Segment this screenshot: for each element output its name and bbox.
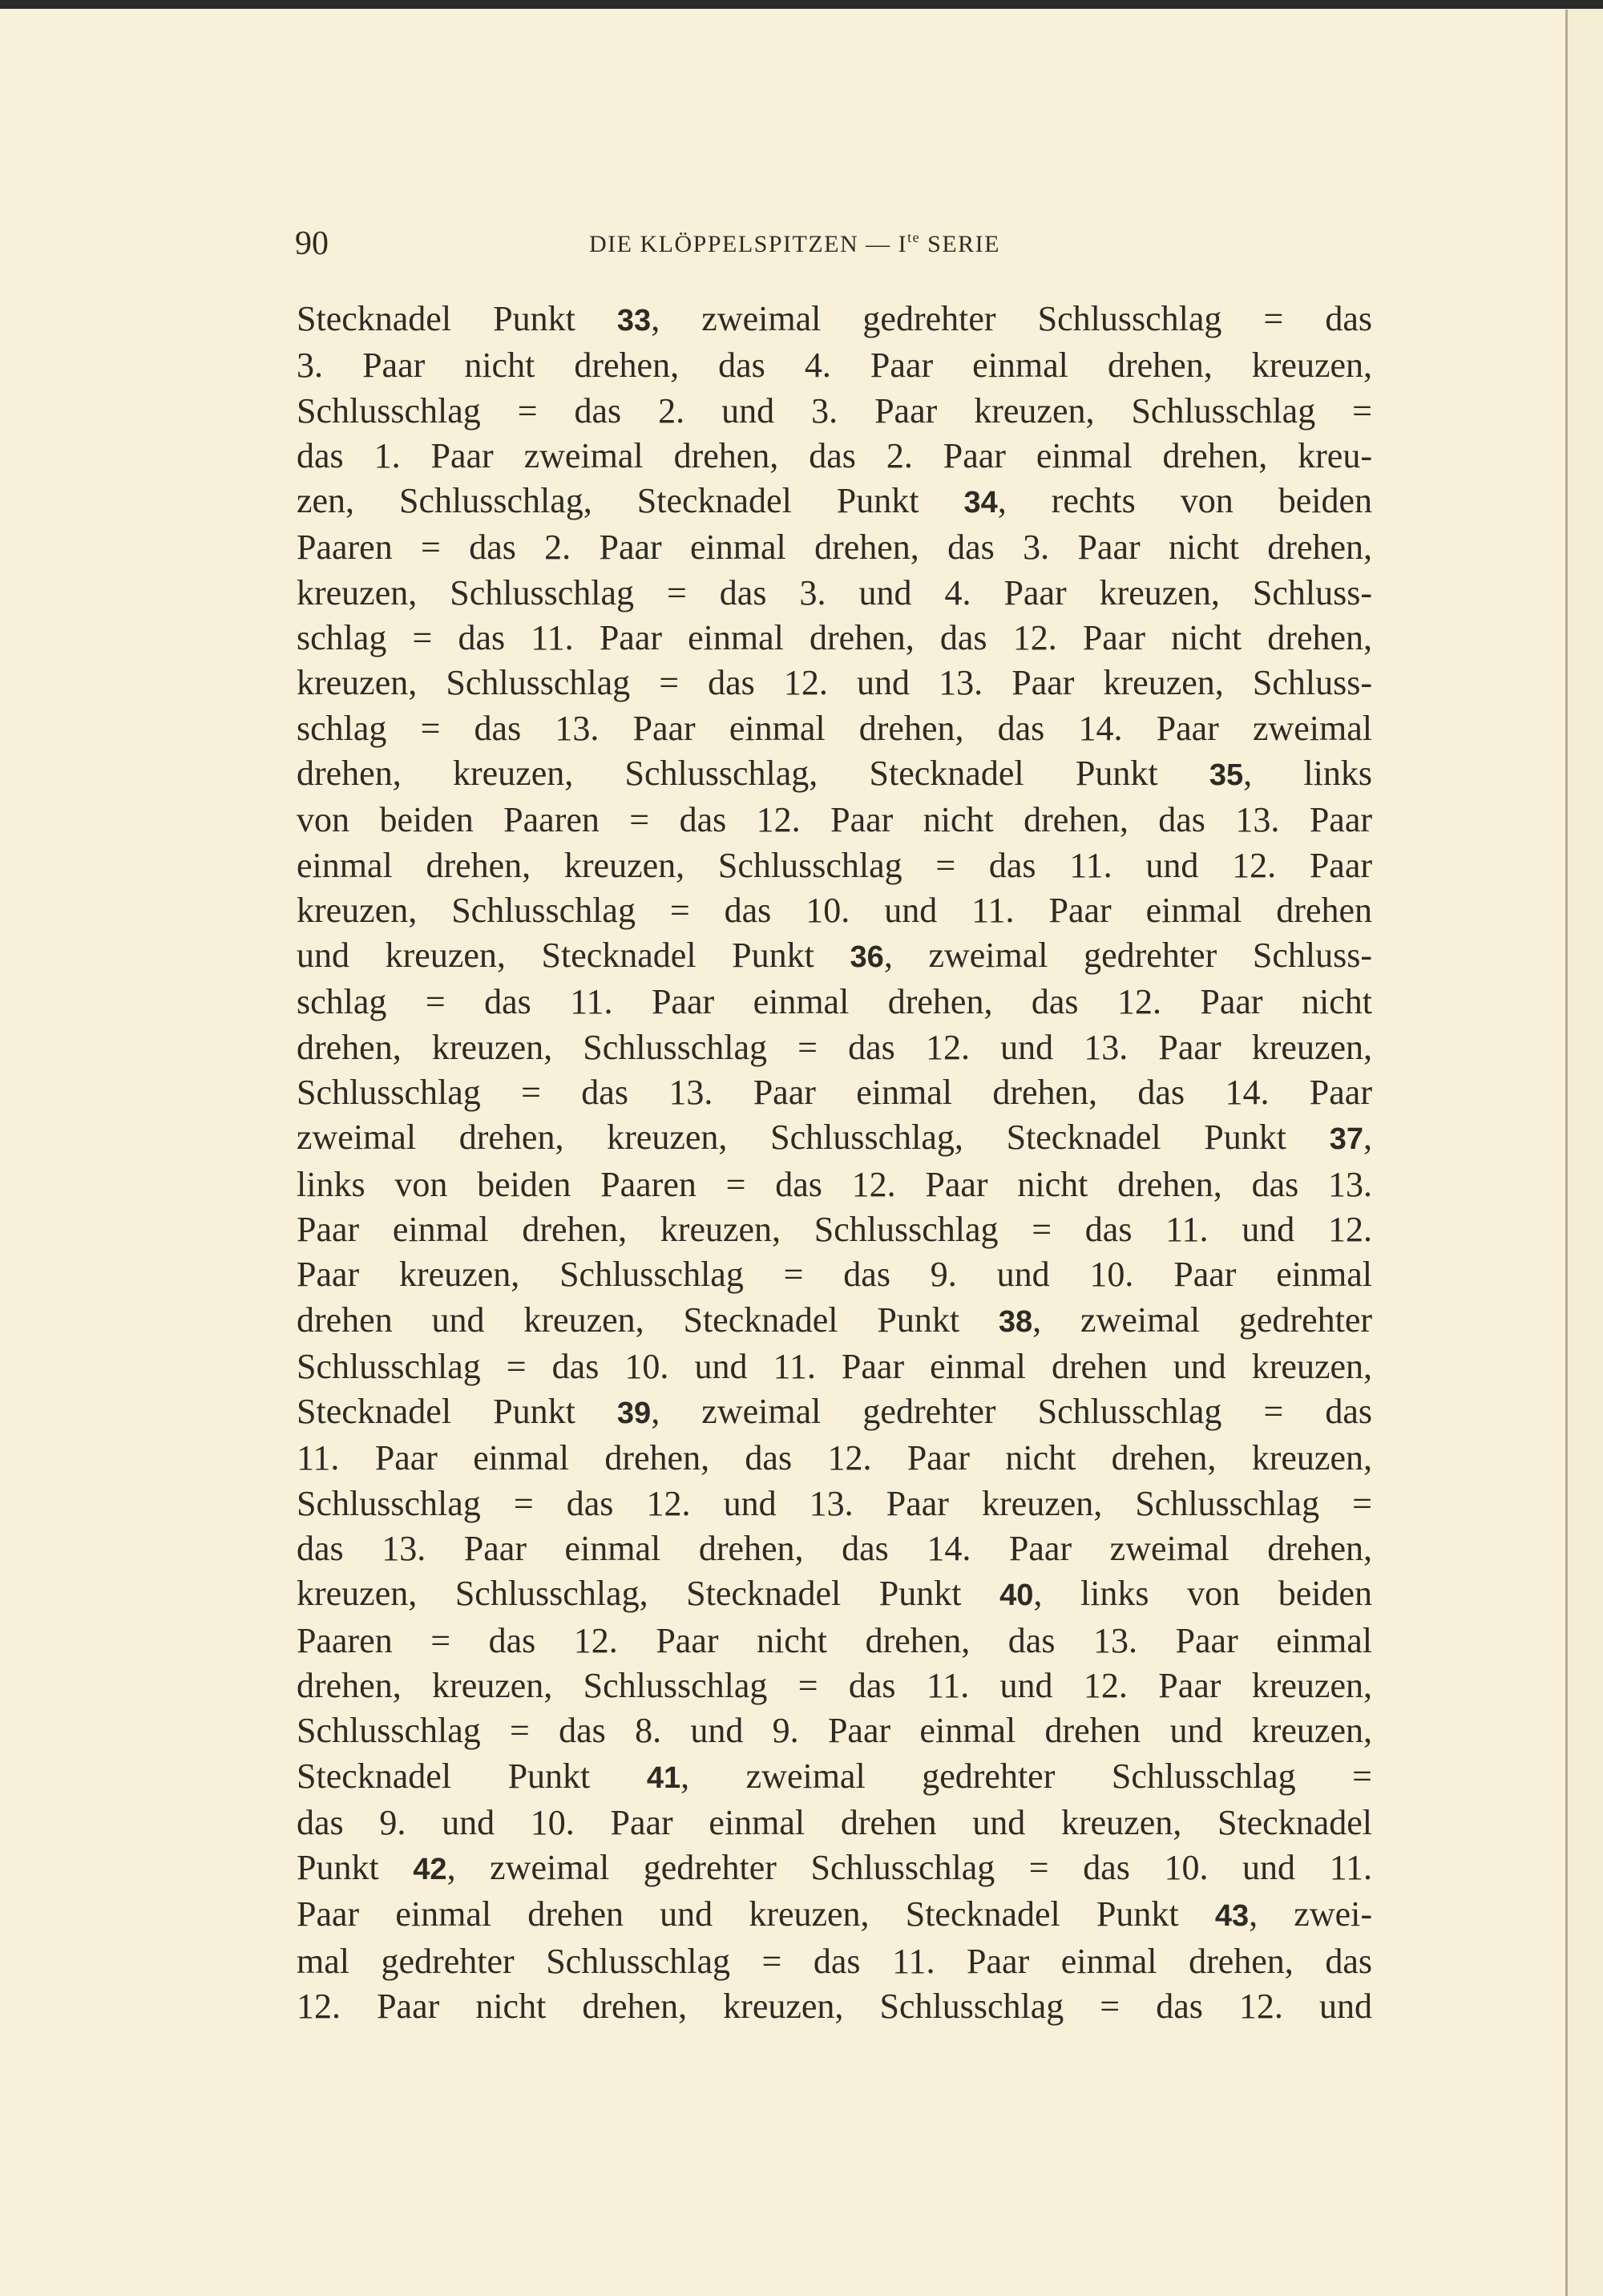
text-segment: , zweimal gedrehter Schluss- <box>883 936 1372 976</box>
text-line <box>297 706 1372 751</box>
text-segment: Stecknadel Punkt <box>297 1756 647 1796</box>
text-segment: drehen, kreuzen, Schlusschlag = das 11. und 12. Paar kreuzen, <box>297 1665 1372 1705</box>
page-number: 90 <box>295 225 329 262</box>
text-segment: das 1. Paar zweimal drehen, das 2. Paar einmal drehen, kreu- <box>297 435 1372 475</box>
point-number: 36 <box>850 940 884 975</box>
text-segment: Schlusschlag = das 12. und 13. Paar kreuzen, Schlusschlag = <box>297 1483 1372 1523</box>
text-line <box>297 1252 1372 1297</box>
text-line <box>297 1663 1372 1708</box>
text-segment: zen, Schlusschlag, Stecknadel Punkt <box>297 481 964 521</box>
text-segment: Stecknadel Punkt <box>297 1392 617 1432</box>
point-number: 41 <box>646 1760 681 1795</box>
text-segment: , zweimal gedrehter <box>1032 1300 1373 1340</box>
text-line <box>297 1708 1372 1753</box>
text-segment: das 13. Paar einmal drehen, das 14. Paar zweimal drehen, <box>297 1529 1372 1569</box>
text-segment: 12. Paar nicht drehen, kreuzen, Schlusschlag = das 12. und <box>297 1986 1372 2026</box>
point-number: 39 <box>616 1397 652 1431</box>
text-line <box>297 1207 1372 1252</box>
running-head-title: DIE KLÖPPELSPITZEN — I <box>589 231 908 257</box>
text-segment: Punkt <box>297 1848 414 1888</box>
text-line <box>297 1025 1372 1070</box>
text-segment: , zweimal gedrehter Schlusschlag = <box>680 1756 1372 1796</box>
text-segment: Paaren = das 2. Paar einmal drehen, das 3. Paar nicht drehen, <box>297 528 1372 568</box>
text-segment: drehen und kreuzen, Stecknadel Punkt <box>297 1300 999 1340</box>
text-line <box>297 1939 1372 1984</box>
text-line <box>297 1526 1372 1571</box>
text-segment: Schlusschlag = das 10. und 11. Paar einmal drehen und kreuzen, <box>297 1346 1372 1386</box>
point-number: 33 <box>616 304 652 338</box>
text-segment: Paar einmal drehen und kreuzen, Stecknadel Punkt <box>297 1894 1215 1934</box>
running-head-series: SERIE <box>920 231 1000 257</box>
text-line <box>297 389 1372 434</box>
text-line <box>297 1571 1372 1618</box>
text-segment: , <box>1363 1118 1372 1158</box>
text-segment: mal gedrehter Schlusschlag = das 11. Paar einmal drehen, das <box>297 1941 1372 1981</box>
text-line <box>297 297 1372 343</box>
point-number: 37 <box>1329 1122 1363 1157</box>
body-text <box>297 297 1372 2029</box>
text-line <box>297 1115 1372 1162</box>
text-segment: Paar kreuzen, Schlusschlag = das 9. und 10. Paar einmal <box>297 1255 1372 1295</box>
text-line <box>297 1481 1372 1526</box>
text-segment: , zwei- <box>1249 1894 1372 1934</box>
point-number: 43 <box>1214 1899 1250 1934</box>
point-number: 42 <box>413 1853 447 1887</box>
text-segment: 3. Paar nicht drehen, das 4. Paar einmal drehen, kreuzen, <box>297 346 1372 386</box>
text-line <box>297 843 1372 888</box>
text-segment: zweimal drehen, kreuzen, Schlusschlag, Stecknadel Punkt <box>297 1118 1330 1158</box>
text-segment: Schlusschlag = das 13. Paar einmal drehen, das 14. Paar <box>297 1073 1372 1113</box>
text-line <box>297 571 1372 616</box>
text-line <box>297 1162 1372 1207</box>
text-line <box>297 661 1372 705</box>
text-line <box>297 933 1372 980</box>
text-segment: drehen, kreuzen, Schlusschlag = das 12. und 13. Paar kreuzen, <box>297 1027 1372 1067</box>
point-number: 34 <box>963 486 998 520</box>
text-segment: , zweimal gedrehter Schlusschlag = das <box>651 299 1373 338</box>
text-segment: , links <box>1243 753 1372 793</box>
text-line <box>297 1892 1372 1938</box>
text-segment: kreuzen, Schlusschlag = das 3. und 4. Paar kreuzen, Schluss- <box>297 572 1372 612</box>
text-segment: , zweimal gedrehter Schlusschlag = das <box>651 1392 1373 1432</box>
text-segment: einmal drehen, kreuzen, Schlusschlag = das 11. und 12. Paar <box>297 845 1372 885</box>
text-segment: , zweimal gedrehter Schlusschlag = das 10. und 11. <box>446 1848 1372 1888</box>
text-line <box>297 1344 1372 1389</box>
text-line <box>297 1436 1372 1481</box>
point-number: 40 <box>999 1578 1034 1613</box>
adjacent-page-strip <box>1568 10 1603 2296</box>
text-segment: schlag = das 11. Paar einmal drehen, das 12. Paar nicht <box>297 982 1372 1022</box>
text-segment: , links von beiden <box>1033 1574 1372 1614</box>
text-line <box>297 1298 1372 1344</box>
text-segment: Schlusschlag = das 2. und 3. Paar kreuzen, Schlusschlag = <box>297 390 1372 430</box>
text-segment: kreuzen, Schlusschlag = das 10. und 11. Paar einmal drehen <box>297 890 1372 930</box>
text-segment: , rechts von beiden <box>997 481 1373 521</box>
text-line <box>297 525 1372 570</box>
text-segment: 11. Paar einmal drehen, das 12. Paar nicht drehen, kreuzen, <box>297 1438 1372 1478</box>
running-head <box>589 231 1000 258</box>
text-segment: kreuzen, Schlusschlag, Stecknadel Punkt <box>297 1574 1000 1614</box>
point-number: 38 <box>998 1304 1033 1339</box>
text-line <box>297 980 1372 1025</box>
text-segment: Paaren = das 12. Paar nicht drehen, das 13. Paar einmal <box>297 1620 1372 1660</box>
text-segment: und kreuzen, Stecknadel Punkt <box>297 936 850 976</box>
text-segment: Paar einmal drehen, kreuzen, Schlusschlag = das 11. und 12. <box>297 1209 1372 1249</box>
text-line <box>297 1801 1372 1845</box>
text-segment: kreuzen, Schlusschlag = das 12. und 13. Paar kreuzen, Schluss- <box>297 663 1372 703</box>
text-segment: Stecknadel Punkt <box>297 299 617 338</box>
text-segment: von beiden Paaren = das 12. Paar nicht drehen, das 13. Paar <box>297 800 1372 840</box>
text-line <box>297 1845 1372 1892</box>
text-line <box>297 1389 1372 1436</box>
text-line <box>297 1754 1372 1801</box>
text-line <box>297 1619 1372 1663</box>
text-line <box>297 434 1372 479</box>
text-line <box>297 888 1372 933</box>
text-line <box>297 1984 1372 2029</box>
text-segment: links von beiden Paaren = das 12. Paar nicht drehen, das 13. <box>297 1164 1372 1204</box>
point-number: 35 <box>1209 758 1244 792</box>
text-line <box>297 343 1372 388</box>
text-line <box>297 616 1372 661</box>
text-segment: schlag = das 13. Paar einmal drehen, das 14. Paar zweimal <box>297 708 1372 748</box>
text-line <box>297 751 1372 798</box>
scan-top-border <box>0 0 1603 9</box>
running-head-superscript: te <box>907 229 921 245</box>
text-line <box>297 798 1372 843</box>
text-segment: drehen, kreuzen, Schlusschlag, Stecknadel Punkt <box>297 753 1209 793</box>
text-line <box>297 479 1372 525</box>
text-segment: schlag = das 11. Paar einmal drehen, das 12. Paar nicht drehen, <box>297 618 1372 658</box>
text-segment: Schlusschlag = das 8. und 9. Paar einmal drehen und kreuzen, <box>297 1711 1372 1751</box>
text-segment: das 9. und 10. Paar einmal drehen und kreuzen, Stecknadel <box>297 1802 1372 1842</box>
text-line <box>297 1070 1372 1115</box>
